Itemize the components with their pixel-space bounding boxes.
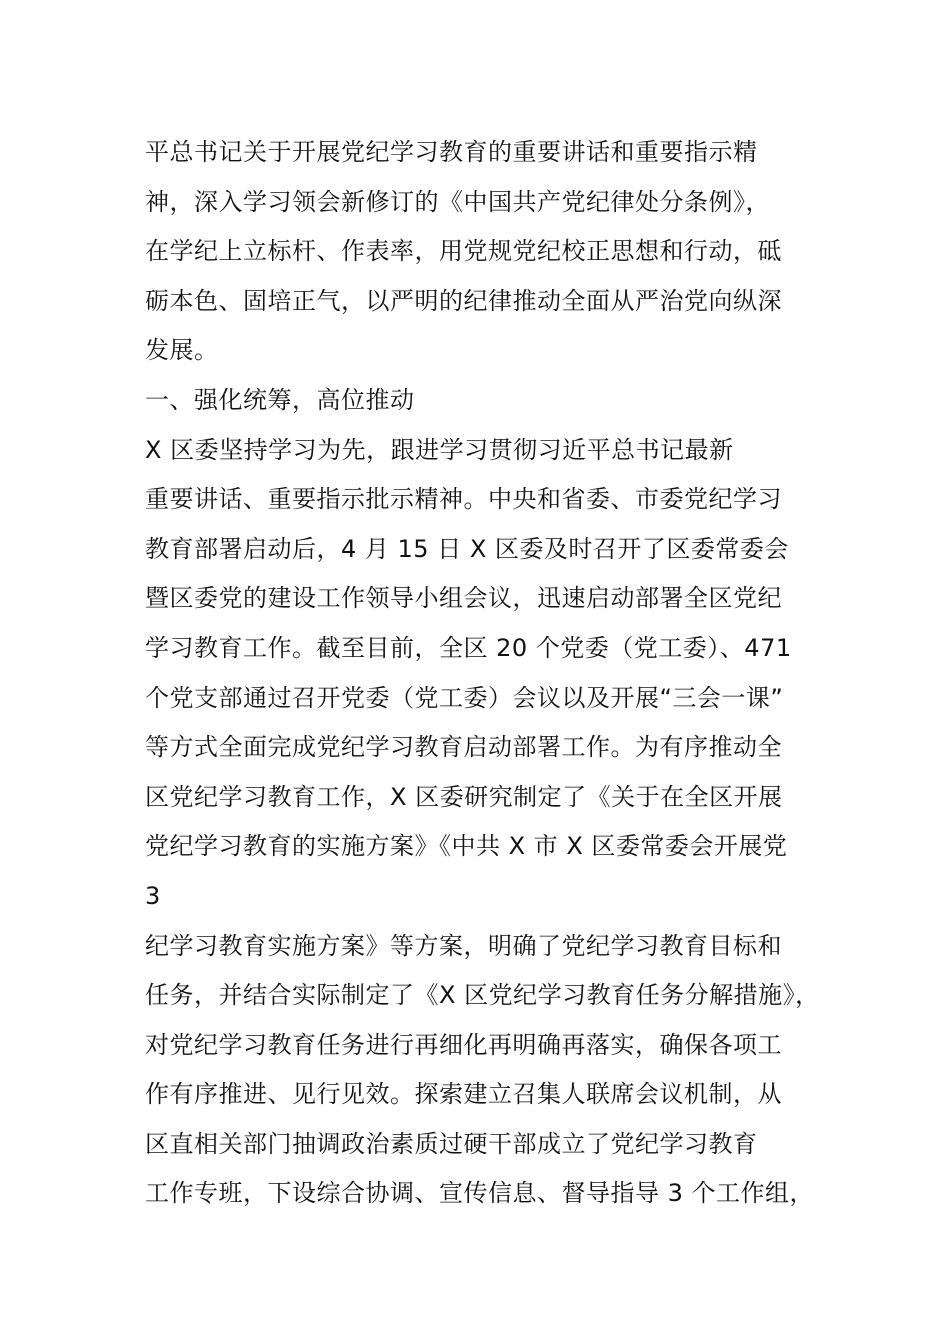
text-line: 平总书记关于开展党纪学习教育的重要讲话和重要指示精 (145, 138, 758, 166)
text-line: 个党支部通过召开党委（党工委）会议以及开展“三会一课” (145, 683, 784, 712)
text-line: 区直相关部门抽调政治素质过硬干部成立了党纪学习教育 (145, 1129, 758, 1158)
text-line: 神，深入学习领会新修订的《中国共产党纪律处分条例》， (145, 187, 770, 216)
text-line: 作有序推进、见行见效。探索建立召集人联席会议机制，从 (145, 1080, 782, 1109)
text-line: 等方式全面完成党纪学习教育启动部署工作。为有序推动全 (145, 733, 782, 762)
text-line: 党纪学习教育的实施方案》《中共 X 市 X 区委常委会开展党 (145, 832, 788, 861)
text-line: 发展。 (145, 336, 219, 365)
text-line: 工作专班，下设综合协调、宣传信息、督导指导 3 个工作组， (145, 1179, 815, 1208)
text-line: X 区委坚持学习为先，跟进学习贯彻习近平总书记最新 (145, 435, 734, 464)
page-number: 3 (145, 881, 161, 910)
text-line: 学习教育工作。截至目前，全区 20 个党委（党工委）、471 (145, 633, 792, 662)
text-line: 对党纪学习教育任务进行再细化再明确再落实，确保各项工 (145, 1030, 782, 1059)
text-line: 暨区委党的建设工作领导小组会议，迅速启动部署全区党纪 (145, 584, 782, 613)
text-line: 砺本色、固培正气，以严明的纪律推动全面从严治党向纵深 (145, 286, 782, 315)
text-line: 重要讲话、重要指示批示精神。中央和省委、市委党纪学习 (145, 485, 782, 514)
text-line: 在学纪上立标杆、作表率，用党规党纪校正思想和行动，砥 (145, 237, 782, 266)
text-line: 区党纪学习教育工作，X 区委研究制定了《关于在全区开展 (145, 782, 783, 811)
text-line: 纪学习教育实施方案》等方案，明确了党纪学习教育目标和 (145, 931, 782, 960)
text-line: 教育部署启动后，4 月 15 日 X 区委及时召开了区委常委会 (145, 534, 789, 563)
body-text (145, 128, 845, 1219)
section-heading: 一、强化统筹，高位推动 (145, 385, 415, 414)
text-line: 任务，并结合实际制定了《X 区党纪学习教育任务分解措施》， (145, 981, 820, 1010)
